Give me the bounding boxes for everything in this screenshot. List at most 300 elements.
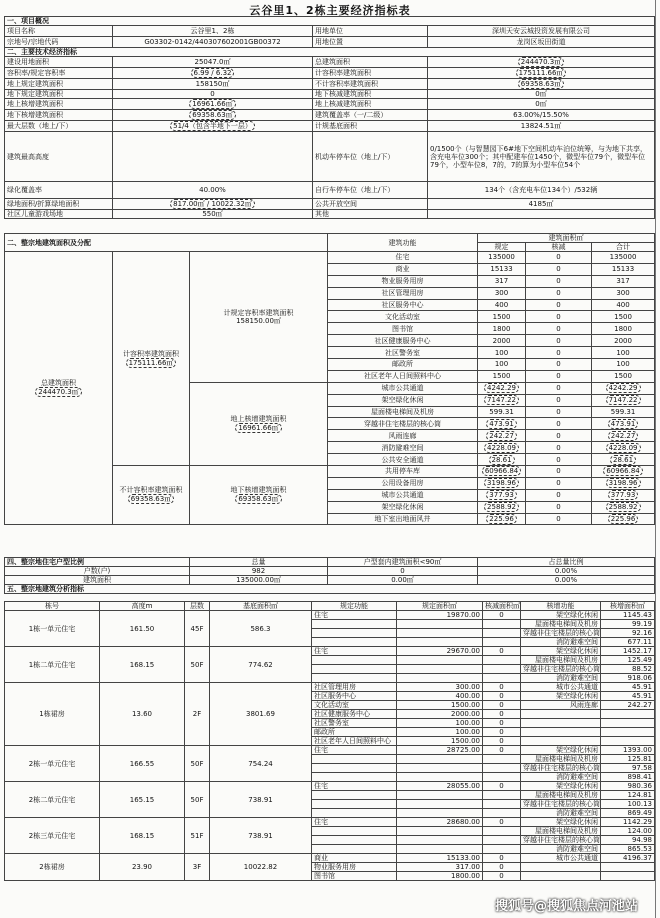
dist-reduced: 0 xyxy=(526,335,592,347)
dist-total-text: 225.96 xyxy=(608,514,639,524)
public-space-label: 公共开放空间 xyxy=(313,199,428,210)
dist-regulated-text: 300 xyxy=(494,289,509,298)
increase-area xyxy=(601,863,655,872)
regulated-function: 住宅 xyxy=(312,818,397,827)
housing-pct-header: 占总量比例 xyxy=(478,558,655,567)
dist-total-text: 3198.96 xyxy=(606,478,641,488)
building-name: 2栋二单元住宅 xyxy=(5,782,100,818)
dist-total xyxy=(592,430,655,442)
reduced-area xyxy=(483,638,521,647)
dist-regulated xyxy=(478,275,526,287)
regulated-area xyxy=(397,665,483,674)
dist-total xyxy=(592,275,655,287)
tech-label: 地下核增建筑面积 xyxy=(5,110,113,121)
kids-area-label: 社区儿童游戏场地 xyxy=(5,210,113,219)
increase-area xyxy=(601,665,655,674)
regulated-function xyxy=(312,791,397,800)
housing-area-small: 0.00㎡ xyxy=(328,576,478,585)
dist-regulated xyxy=(478,430,526,442)
increase-function: 消防避难空间 xyxy=(521,638,601,647)
dist-total xyxy=(592,311,655,323)
regulated-function xyxy=(312,800,397,809)
dist-regulated-text: 135000 xyxy=(488,253,515,262)
increase-area xyxy=(601,782,655,791)
dist-total-text: 300 xyxy=(616,289,630,298)
tech-value-text: 0㎡ xyxy=(535,90,547,98)
increase-function: 架空绿化休闲 xyxy=(521,746,601,755)
increase-function: 风雨连廊 xyxy=(521,701,601,710)
project-name-value: 云谷里1、2栋 xyxy=(113,26,313,37)
analysis-header: 核增面积㎡ xyxy=(601,602,655,611)
tech-row xyxy=(5,90,655,99)
increase-function: 架空绿化休闲 xyxy=(521,611,601,620)
increase-function xyxy=(521,710,601,719)
reduced-area xyxy=(483,665,521,674)
dist-regulated xyxy=(478,489,526,501)
dist-regulated xyxy=(478,359,526,371)
tech-label: 地上核减建筑面积 xyxy=(313,99,428,110)
dist-total-text: 377.93 xyxy=(608,490,639,500)
dist-function: 邮政所 xyxy=(328,359,478,371)
increase-area-text: 242.27 xyxy=(627,701,652,709)
dist-function: 社区健康服务中心 xyxy=(328,335,478,347)
reduced-area xyxy=(483,674,521,683)
dist-function: 公共安全通道 xyxy=(328,454,478,466)
dist-function: 社区服务中心 xyxy=(328,299,478,311)
section-area-dist: 二、整宗地建筑面积及分配 xyxy=(5,234,328,252)
dist-regulated xyxy=(478,513,526,525)
dist-total xyxy=(592,335,655,347)
reduced-area: 0 xyxy=(483,647,521,656)
tech-value-text: 63.00%/15.50% xyxy=(513,111,569,119)
analysis-header: 基底面积㎡ xyxy=(210,602,312,611)
tech-value xyxy=(428,57,655,68)
dist-total-text: 599.31 xyxy=(610,408,636,417)
increase-area xyxy=(601,692,655,701)
regulated-area xyxy=(397,620,483,629)
dist-reduced: 0 xyxy=(526,299,592,311)
dist-regulated xyxy=(478,287,526,299)
dist-regulated xyxy=(478,418,526,430)
tech-label: 最大层数（地上/下） xyxy=(5,121,113,132)
dist-regulated-text: 60966.84 xyxy=(482,466,521,476)
reduced-area xyxy=(483,764,521,773)
other-label: 其他 xyxy=(313,210,428,219)
dist-reduced: 0 xyxy=(526,382,592,394)
increase-function: 穿越非住宅楼层的核心筒 xyxy=(521,629,601,638)
regulated-area xyxy=(397,827,483,836)
increase-area-text: 124.00 xyxy=(627,827,652,835)
increase-area-text: 45.91 xyxy=(631,692,652,700)
max-height-label: 建筑最高高度 xyxy=(5,132,113,182)
dist-reduced: 0 xyxy=(526,466,592,478)
regulated-area xyxy=(397,638,483,647)
dist-function: 物业服务用房 xyxy=(328,275,478,287)
regulated-area xyxy=(397,755,483,764)
dist-regulated xyxy=(478,382,526,394)
regulated-function xyxy=(312,809,397,818)
building-row xyxy=(5,854,655,863)
parcel-code-value: G03302-0142/440307602001GB00372 xyxy=(113,37,313,48)
tech-label: 计容积率建筑面积 xyxy=(313,68,428,79)
dist-regulated-text: 3198.96 xyxy=(484,478,519,488)
regulated-function xyxy=(312,755,397,764)
dist-area-header: 建筑面积㎡ xyxy=(478,234,655,243)
regulated-function: 物业服务用房 xyxy=(312,863,397,872)
increase-area-text: 45.91 xyxy=(631,683,652,691)
reduced-area: 0 xyxy=(483,818,521,827)
increase-area-text: 125.81 xyxy=(627,755,652,763)
regulated-function xyxy=(312,656,397,665)
increase-area-text: 918.06 xyxy=(627,674,652,682)
households-label: 户数(户) xyxy=(5,567,190,576)
car-parking-value xyxy=(428,132,655,182)
increase-function xyxy=(521,728,601,737)
counted-area-label: 计容积率建筑面积 xyxy=(123,349,179,358)
increase-area xyxy=(601,755,655,764)
regulated-area xyxy=(397,836,483,845)
building-row xyxy=(5,647,655,656)
tech-value xyxy=(113,110,313,121)
dist-col-reduced: 核减 xyxy=(526,243,592,252)
building-floors: 50F xyxy=(185,746,210,782)
increase-area-text: 100.13 xyxy=(627,800,652,808)
increase-area xyxy=(601,836,655,845)
increase-function: 穿越非住宅楼层的核心筒 xyxy=(521,836,601,845)
increase-function: 穿越非住宅楼层的核心筒 xyxy=(521,764,601,773)
dist-reduced: 0 xyxy=(526,263,592,275)
regulated-function xyxy=(312,674,397,683)
tech-value-text: 16961.66㎡ xyxy=(189,99,235,109)
dist-total xyxy=(592,418,655,430)
dist-function: 架空绿化休闲 xyxy=(328,501,478,513)
increase-function: 穿越非住宅楼层的核心筒 xyxy=(521,665,601,674)
dist-regulated xyxy=(478,477,526,489)
regulated-function xyxy=(312,836,397,845)
increase-area xyxy=(601,683,655,692)
increase-function: 架空绿化休闲 xyxy=(521,647,601,656)
analysis-header: 核减面积㎡ xyxy=(483,602,521,611)
building-row xyxy=(5,746,655,755)
reduced-area xyxy=(483,800,521,809)
dist-regulated-text: 599.31 xyxy=(489,408,514,417)
increase-function: 消防避难空间 xyxy=(521,773,601,782)
building-base-area: 754.24 xyxy=(210,746,312,782)
dist-regulated xyxy=(478,252,526,264)
regulated-area: 15133.00 xyxy=(397,854,483,863)
increase-area xyxy=(601,710,655,719)
below-increase-value: 69358.63㎡ xyxy=(235,494,281,504)
dist-total-text: 1800 xyxy=(614,324,632,333)
dist-regulated-text: 7147.22 xyxy=(484,395,519,405)
other-value xyxy=(428,210,655,219)
dist-function: 城市公共通道 xyxy=(328,489,478,501)
reduced-area xyxy=(483,620,521,629)
regulated-area: 100.00 xyxy=(397,728,483,737)
total-area-label: 总建筑面积 xyxy=(41,379,76,388)
building-floors: 50F xyxy=(185,647,210,683)
dist-regulated-text: 100 xyxy=(494,348,509,357)
dist-total xyxy=(592,299,655,311)
increase-function: 架空绿化休闲 xyxy=(521,692,601,701)
regulated-function: 住宅 xyxy=(312,611,397,620)
regulated-area: 29670.00 xyxy=(397,647,483,656)
dist-total xyxy=(592,466,655,478)
regulated-function xyxy=(312,845,397,854)
uncounted-area-cell xyxy=(113,466,190,525)
increase-area xyxy=(601,845,655,854)
increase-area-text: 125.49 xyxy=(627,656,652,664)
regulated-area xyxy=(397,791,483,800)
increase-function xyxy=(521,863,601,872)
reduced-area: 0 xyxy=(483,737,521,746)
section-analysis: 五、整宗地建筑分析指标 xyxy=(5,585,655,594)
increase-area-text: 1393.00 xyxy=(623,746,652,754)
tech-value-text: 6.99 / 6.32 xyxy=(191,68,235,78)
increase-function: 穿越非住宅楼层的核心筒 xyxy=(521,800,601,809)
regulated-area: 1800.00 xyxy=(397,872,483,881)
increase-area xyxy=(601,809,655,818)
tech-value-text: 69358.63㎡ xyxy=(189,110,235,120)
regulated-area: 19870.00 xyxy=(397,611,483,620)
housing-area-label: 建筑面积 xyxy=(5,576,190,585)
below-increase-cell xyxy=(190,466,328,525)
regulated-function xyxy=(312,764,397,773)
dist-reduced: 0 xyxy=(526,477,592,489)
increase-area-text: 1142.29 xyxy=(623,818,652,826)
analysis-header: 栋号 xyxy=(5,602,100,611)
increase-area xyxy=(601,854,655,863)
regulated-function: 社区健康服务中心 xyxy=(312,710,397,719)
section-housing: 四、整宗地住宅户型比例 xyxy=(5,558,190,567)
tech-value-text: 244470.3㎡ xyxy=(518,57,564,67)
dist-regulated-text: 2000 xyxy=(492,336,511,345)
reduced-area: 0 xyxy=(483,728,521,737)
dist-regulated-text: 317 xyxy=(494,277,509,286)
dist-function: 城市公共通道 xyxy=(328,382,478,394)
analysis-header: 核增功能 xyxy=(521,602,601,611)
housing-total-header: 总量 xyxy=(190,558,328,567)
tech-value xyxy=(113,121,313,132)
tech-rows xyxy=(5,57,655,132)
dist-total-text: 100 xyxy=(616,348,630,357)
uncounted-area-label: 不计容积率建筑面积 xyxy=(119,486,183,495)
dist-total xyxy=(592,370,655,382)
increase-area-text: 124.81 xyxy=(627,791,652,799)
building-height: 13.60 xyxy=(100,683,185,746)
tech-label: 地下规定建筑面积 xyxy=(5,90,113,99)
dist-regulated xyxy=(478,370,526,382)
dist-regulated xyxy=(478,501,526,513)
increase-function: 消防避难空间 xyxy=(521,809,601,818)
reduced-area: 0 xyxy=(483,854,521,863)
dist-regulated-text: 1800 xyxy=(492,324,511,333)
tech-row xyxy=(5,110,655,121)
reduced-area: 0 xyxy=(483,611,521,620)
tech-value-text: 25047.0㎡ xyxy=(194,58,231,66)
building-row xyxy=(5,683,655,692)
dist-reduced: 0 xyxy=(526,252,592,264)
tech-value xyxy=(113,99,313,110)
dist-reduced: 0 xyxy=(526,370,592,382)
bike-parking-value: 134个（含充电车位134个）/532辆 xyxy=(428,182,655,199)
building-floors: 3F xyxy=(185,854,210,881)
green-area-label: 绿地面积/折算绿地面积 xyxy=(5,199,113,210)
increase-area xyxy=(601,638,655,647)
regulated-function: 住宅 xyxy=(312,782,397,791)
land-location-label: 用地位置 xyxy=(313,37,428,48)
increase-area-text: 1145.43 xyxy=(623,611,652,619)
increase-area xyxy=(601,773,655,782)
households-pct: 0.00% xyxy=(478,567,655,576)
tech-label: 建设用地面积 xyxy=(5,57,113,68)
dist-reduced: 0 xyxy=(526,442,592,454)
reduced-area: 0 xyxy=(483,746,521,755)
increase-area-text: 99.19 xyxy=(631,620,652,628)
dist-function: 架空绿化休闲 xyxy=(328,394,478,406)
increase-area-text: 88.52 xyxy=(631,665,652,673)
dist-row xyxy=(5,252,655,264)
bike-parking-label: 自行车停车位（地上/下） xyxy=(313,182,428,199)
dist-function: 社区警务室 xyxy=(328,347,478,359)
total-area-value: 244470.3㎡ xyxy=(35,387,81,397)
dist-total xyxy=(592,406,655,418)
dist-total-text: 1500 xyxy=(614,372,632,381)
increase-function: 屋面楼电梯间及机房 xyxy=(521,656,601,665)
tech-value xyxy=(113,79,313,90)
section-overview: 一、项目概况 xyxy=(5,17,655,26)
dist-reduced: 0 xyxy=(526,394,592,406)
building-base-area: 10022.82 xyxy=(210,854,312,881)
reduced-area: 0 xyxy=(483,683,521,692)
dist-reduced: 0 xyxy=(526,359,592,371)
dist-total-text: 400 xyxy=(616,301,630,309)
dist-regulated-text: 473.91 xyxy=(486,419,517,429)
dist-regulated-text: 242.27 xyxy=(486,431,517,441)
dist-function: 图书馆 xyxy=(328,323,478,335)
increase-function: 屋面楼电梯间及机房 xyxy=(521,827,601,836)
regulated-area: 300.00 xyxy=(397,683,483,692)
dist-function: 公用设备用房 xyxy=(328,477,478,489)
dist-total-text: 317 xyxy=(616,277,630,286)
dist-regulated-text: 225.96 xyxy=(486,514,517,524)
dist-reduced: 0 xyxy=(526,311,592,323)
area-distribution-table xyxy=(4,233,655,525)
building-height: 165.15 xyxy=(100,782,185,818)
regulated-area xyxy=(397,773,483,782)
tech-label: 建筑覆盖率（一/二级） xyxy=(313,110,428,121)
building-row xyxy=(5,611,655,620)
regulated-function: 社区服务中心 xyxy=(312,692,397,701)
green-rate-value: 40.00% xyxy=(113,182,313,199)
tech-value xyxy=(428,79,655,90)
car-parking-extra: ，7的算为小型车位54个 xyxy=(503,160,581,169)
building-floors: 45F xyxy=(185,611,210,647)
building-base-area: 738.91 xyxy=(210,782,312,818)
dist-function: 地下室出地面风井 xyxy=(328,513,478,525)
increase-area xyxy=(601,872,655,881)
reduced-area xyxy=(483,836,521,845)
increase-area-text: 980.36 xyxy=(627,782,652,790)
dist-reduced: 0 xyxy=(526,513,592,525)
above-increase-label: 地上核增建筑面积 xyxy=(230,414,287,423)
regulated-function xyxy=(312,665,397,674)
dist-reduced: 0 xyxy=(526,489,592,501)
building-base-area: 774.62 xyxy=(210,647,312,683)
dist-function: 文化活动室 xyxy=(328,311,478,323)
regulated-area: 28055.00 xyxy=(397,782,483,791)
public-space-value: 4185㎡ xyxy=(428,199,655,210)
dist-total-text: 473.91 xyxy=(608,419,639,429)
dist-function: 消防避难空间 xyxy=(328,442,478,454)
regulated-area: 1500.00 xyxy=(397,701,483,710)
increase-function: 消防避难空间 xyxy=(521,845,601,854)
overview-table xyxy=(4,16,655,219)
dist-total xyxy=(592,252,655,264)
regulated-function: 文化活动室 xyxy=(312,701,397,710)
tech-value xyxy=(428,99,655,110)
dist-function: 穿越非住宅楼层的核心筒 xyxy=(328,418,478,430)
regulated-area xyxy=(397,656,483,665)
building-name: 1栋二单元住宅 xyxy=(5,647,100,683)
dist-total-text: 4228.09 xyxy=(606,443,641,453)
increase-area xyxy=(601,737,655,746)
increase-area xyxy=(601,647,655,656)
regulated-function: 住宅 xyxy=(312,647,397,656)
analysis-header-row xyxy=(5,602,655,611)
dist-total-text: 135000 xyxy=(609,253,637,262)
dist-regulated-text: 100 xyxy=(494,360,509,369)
dist-function: 屋面楼电梯间及机房 xyxy=(328,406,478,418)
dist-col-regulated: 规定 xyxy=(478,243,526,252)
dist-regulated-text: 377.93 xyxy=(486,490,517,500)
dist-reduced: 0 xyxy=(526,323,592,335)
reduced-area: 0 xyxy=(483,692,521,701)
increase-area-text: 92.16 xyxy=(631,629,652,637)
increase-area xyxy=(601,674,655,683)
increase-function: 城市公共通道 xyxy=(521,854,601,863)
reduced-area: 0 xyxy=(483,710,521,719)
increase-function: 城市公共通道 xyxy=(521,683,601,692)
dist-reduced: 0 xyxy=(526,347,592,359)
building-height: 161.50 xyxy=(100,611,185,647)
tech-value xyxy=(428,68,655,79)
increase-function: 消防避难空间 xyxy=(521,674,601,683)
dist-regulated-text: 1500 xyxy=(492,372,511,381)
tech-row xyxy=(5,79,655,90)
regulated-function xyxy=(312,827,397,836)
dist-regulated xyxy=(478,323,526,335)
max-height-value xyxy=(113,132,313,182)
dist-total xyxy=(592,394,655,406)
building-name: 1栋一单元住宅 xyxy=(5,611,100,647)
dist-regulated xyxy=(478,466,526,478)
dist-total xyxy=(592,323,655,335)
tech-value-text: 51/4（包含半地下一层） xyxy=(170,121,255,131)
dist-function: 风雨连廊 xyxy=(328,430,478,442)
tech-row xyxy=(5,68,655,79)
regulated-area xyxy=(397,845,483,854)
households-small: 0 xyxy=(328,567,478,576)
green-rate-label: 绿化覆盖率 xyxy=(5,182,113,199)
tech-label: 地下核减建筑面积 xyxy=(313,90,428,99)
dist-reduced: 0 xyxy=(526,287,592,299)
reduced-area xyxy=(483,845,521,854)
dist-total xyxy=(592,347,655,359)
tech-label: 地上核增建筑面积 xyxy=(5,99,113,110)
tech-value-text: 0 xyxy=(210,90,215,98)
increase-area-text: 677.11 xyxy=(627,638,652,646)
